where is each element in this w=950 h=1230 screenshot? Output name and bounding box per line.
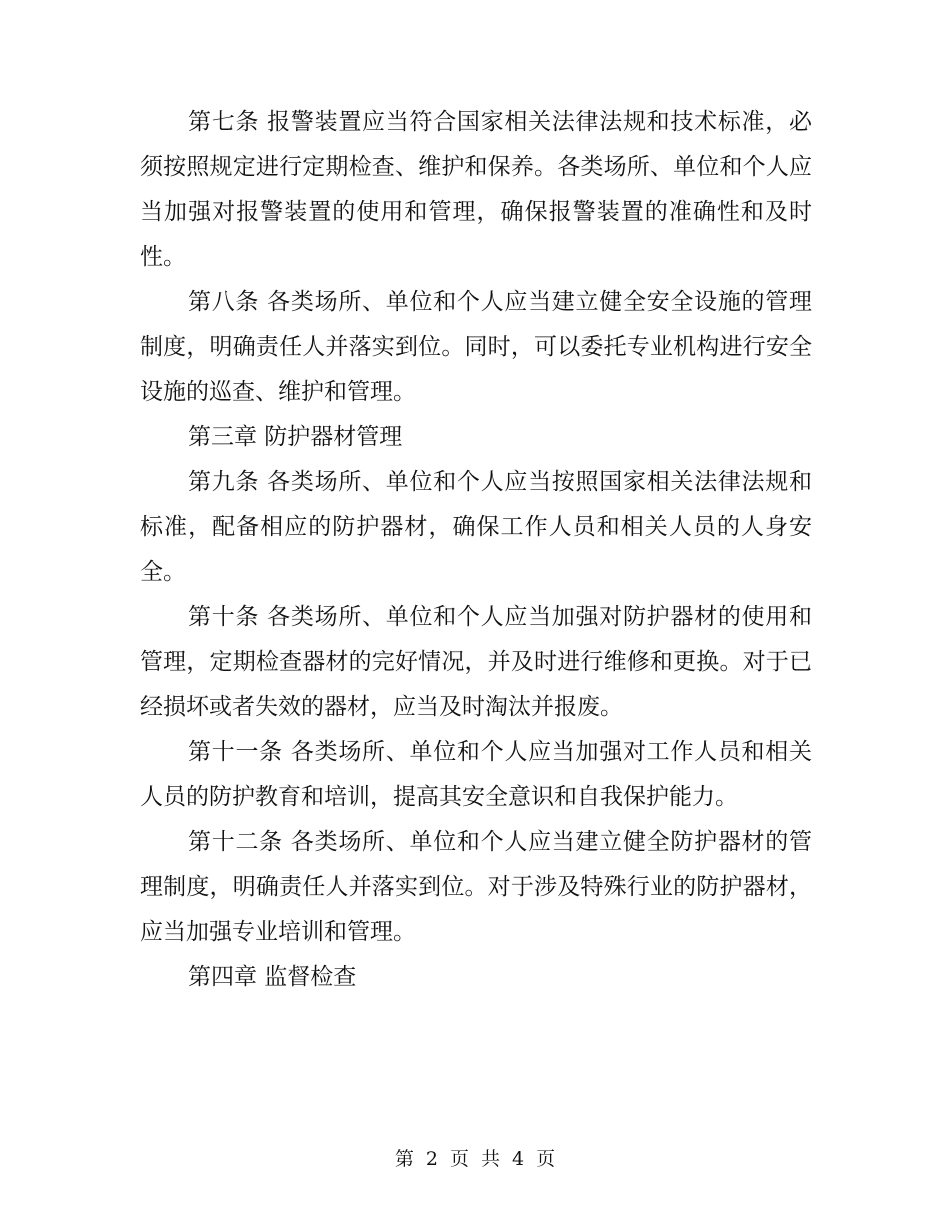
chapter-3-heading: 第三章 防护器材管理 bbox=[188, 424, 403, 450]
article-9-paragraph: 第九条 各类场所、单位和个人应当按照国家相关法律法规和标准，配备相应的防护器材，确保工作人员和相关人员的人身安全。 bbox=[140, 469, 812, 585]
article-7-paragraph: 第七条 报警装置应当符合国家相关法律法规和技术标准，必须按照规定进行定期检查、维护和保养。各类场所、单位和个人应当加强对报警装置的使用和管理，确保报警装置的准确性和及时性。 bbox=[140, 109, 812, 270]
page-number-footer: 第 2 页 共 4 页 bbox=[394, 1148, 556, 1170]
article-12-paragraph: 第十二条 各类场所、单位和个人应当建立健全防护器材的管理制度，明确责任人并落实到位。对于涉及特殊行业的防护器材，应当加强专业培训和管理。 bbox=[140, 829, 812, 945]
document-body bbox=[140, 100, 812, 1000]
article-8-paragraph: 第八条 各类场所、单位和个人应当建立健全安全设施的管理制度，明确责任人并落实到位。同时，可以委托专业机构进行安全设施的巡查、维护和管理。 bbox=[140, 289, 812, 405]
article-11-paragraph: 第十一条 各类场所、单位和个人应当加强对工作人员和相关人员的防护教育和培训，提高其安全意识和自我保护能力。 bbox=[140, 739, 812, 810]
chapter-4-heading: 第四章 监督检查 bbox=[188, 964, 357, 990]
article-10-paragraph: 第十条 各类场所、单位和个人应当加强对防护器材的使用和管理，定期检查器材的完好情况，并及时进行维修和更换。对于已经损坏或者失效的器材，应当及时淘汰并报废。 bbox=[140, 604, 812, 720]
